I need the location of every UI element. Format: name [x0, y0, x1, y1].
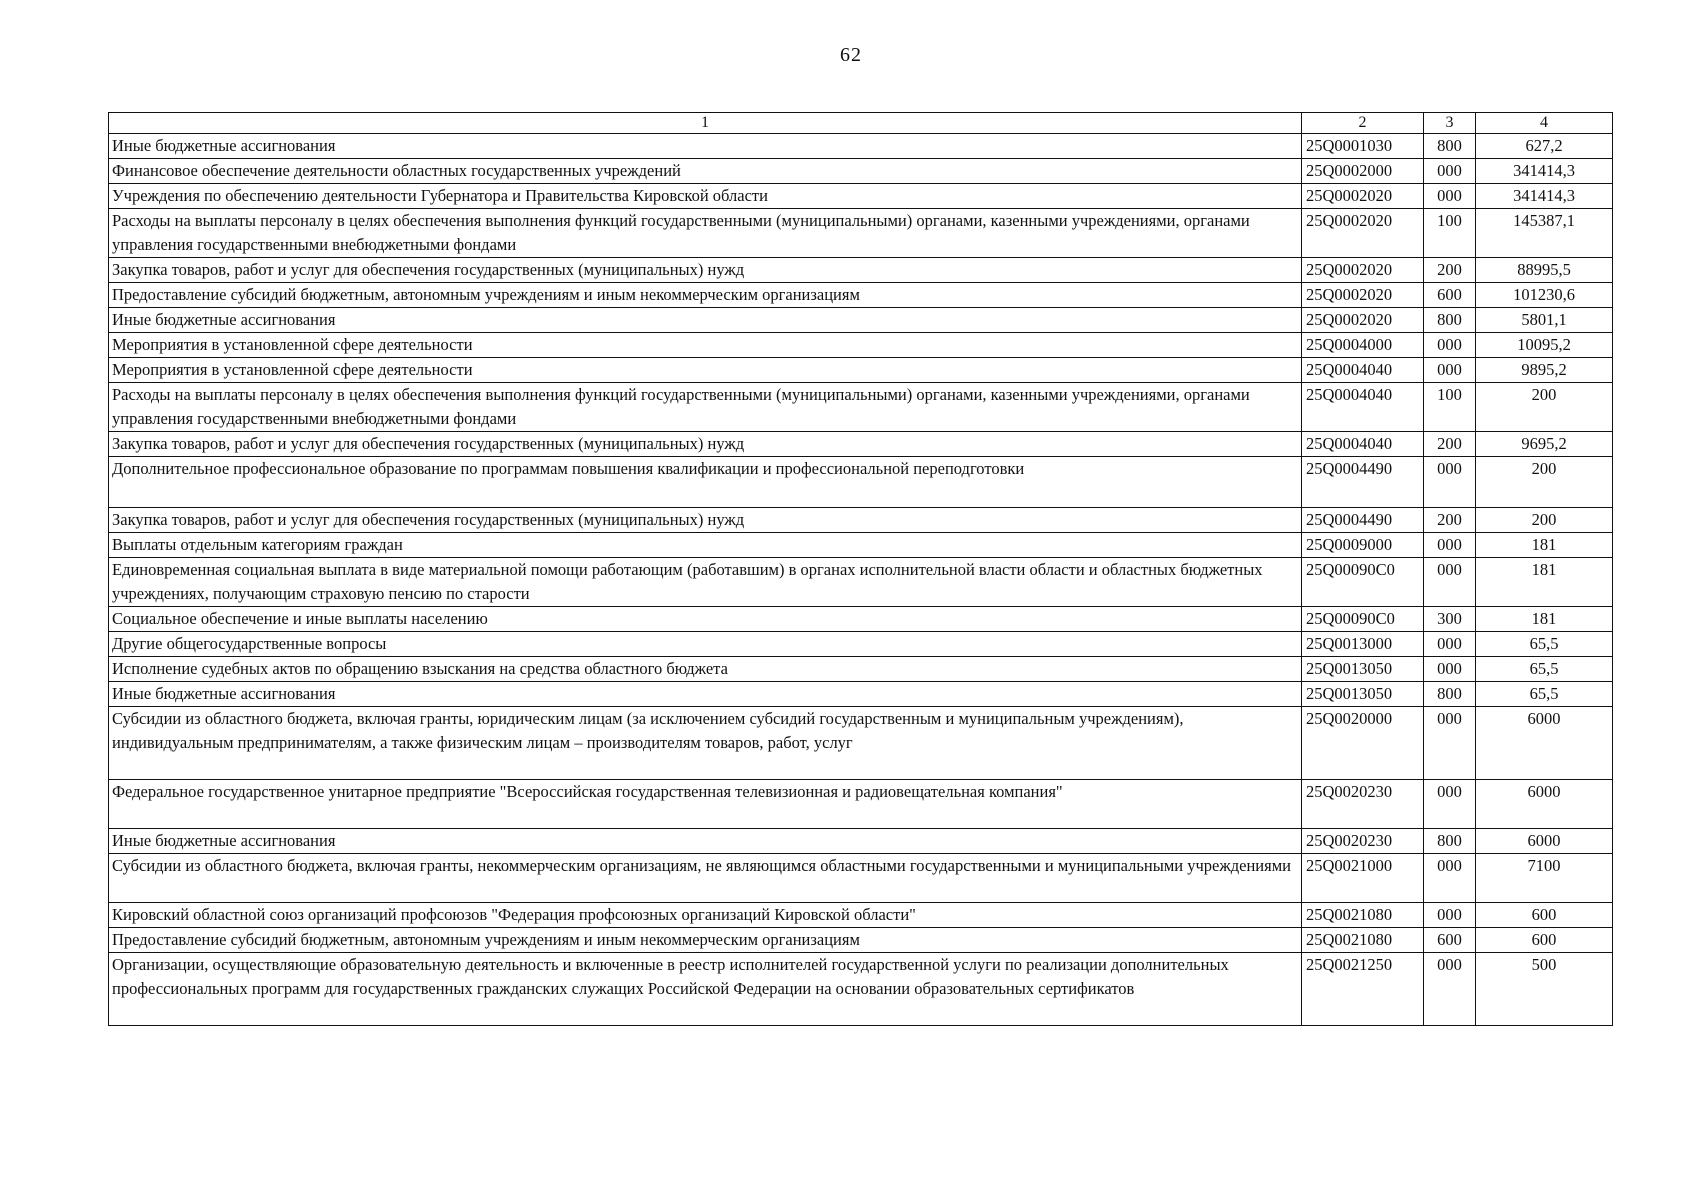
row-type: 800 — [1424, 682, 1476, 707]
budget-table — [108, 112, 1613, 1026]
table-row — [109, 159, 1613, 184]
row-amount: 7100 — [1476, 854, 1613, 903]
row-code: 25Q0021080 — [1302, 928, 1424, 953]
row-code: 25Q0001030 — [1302, 134, 1424, 159]
table-row — [109, 533, 1613, 558]
row-amount: 65,5 — [1476, 657, 1613, 682]
row-amount: 6000 — [1476, 829, 1613, 854]
row-name: Субсидии из областного бюджета, включая гранты, юридическим лицам (за исключением субсидий государственным и муниципальным учреждениям), индивидуальным предпринимателям, а также физическим лицам – производителям товаров, работ, услуг — [109, 707, 1302, 780]
table-row — [109, 333, 1613, 358]
row-name: Кировский областной союз организаций профсоюзов "Федерация профсоюзных организаций Кировской области" — [109, 903, 1302, 928]
row-code: 25Q0002020 — [1302, 258, 1424, 283]
row-name: Организации, осуществляющие образовательную деятельность и включенные в реестр исполнителей государственной услуги по реализации дополнительных профессиональных программ для государственных гражданских служащих Российской Федерации на основании образовательных сертификатов — [109, 953, 1302, 1026]
table-row — [109, 258, 1613, 283]
row-amount: 181 — [1476, 558, 1613, 607]
row-code: 25Q0002000 — [1302, 159, 1424, 184]
table-row — [109, 283, 1613, 308]
table-row — [109, 184, 1613, 209]
table-row — [109, 682, 1613, 707]
row-type: 600 — [1424, 283, 1476, 308]
row-code: 25Q0021000 — [1302, 854, 1424, 903]
table-row — [109, 632, 1613, 657]
row-code: 25Q0002020 — [1302, 308, 1424, 333]
row-name: Предоставление субсидий бюджетным, автономным учреждениям и иным некоммерческим организациям — [109, 928, 1302, 953]
row-type: 000 — [1424, 953, 1476, 1026]
table-row — [109, 457, 1613, 508]
row-type: 000 — [1424, 358, 1476, 383]
row-code: 25Q00090C0 — [1302, 607, 1424, 632]
row-amount: 627,2 — [1476, 134, 1613, 159]
row-type: 000 — [1424, 457, 1476, 508]
row-name: Иные бюджетные ассигнования — [109, 682, 1302, 707]
row-type: 100 — [1424, 209, 1476, 258]
row-type: 600 — [1424, 928, 1476, 953]
row-name: Закупка товаров, работ и услуг для обеспечения государственных (муниципальных) нужд — [109, 258, 1302, 283]
table-row — [109, 558, 1613, 607]
table-row — [109, 607, 1613, 632]
row-code: 25Q0020000 — [1302, 707, 1424, 780]
row-amount: 9895,2 — [1476, 358, 1613, 383]
row-code: 25Q0004490 — [1302, 457, 1424, 508]
table-row — [109, 829, 1613, 854]
row-code: 25Q0004000 — [1302, 333, 1424, 358]
row-amount: 9695,2 — [1476, 432, 1613, 457]
row-code: 25Q0004040 — [1302, 358, 1424, 383]
row-code: 25Q0002020 — [1302, 184, 1424, 209]
row-type: 000 — [1424, 632, 1476, 657]
row-name: Иные бюджетные ассигнования — [109, 134, 1302, 159]
row-code: 25Q0013050 — [1302, 682, 1424, 707]
row-amount: 65,5 — [1476, 632, 1613, 657]
table-row — [109, 953, 1613, 1026]
table-row — [109, 508, 1613, 533]
table-row — [109, 358, 1613, 383]
row-amount: 500 — [1476, 953, 1613, 1026]
row-name: Закупка товаров, работ и услуг для обеспечения государственных (муниципальных) нужд — [109, 432, 1302, 457]
row-name: Расходы на выплаты персоналу в целях обеспечения выполнения функций государственными (муниципальными) органами, казенными учреждениями, органами управления государственными внебюджетными фондами — [109, 209, 1302, 258]
row-code: 25Q0002020 — [1302, 283, 1424, 308]
row-code: 25Q0002020 — [1302, 209, 1424, 258]
table-row — [109, 308, 1613, 333]
table-row — [109, 432, 1613, 457]
page-number: 62 — [840, 44, 862, 66]
row-amount: 65,5 — [1476, 682, 1613, 707]
row-name: Единовременная социальная выплата в виде материальной помощи работающим (работавшим) в органах исполнительной власти области и областных бюджетных учреждениях, получающим страховую пенсию по старости — [109, 558, 1302, 607]
row-name: Расходы на выплаты персоналу в целях обеспечения выполнения функций государственными (муниципальными) органами, казенными учреждениями, органами управления государственными внебюджетными фондами — [109, 383, 1302, 432]
row-name: Другие общегосударственные вопросы — [109, 632, 1302, 657]
table-row — [109, 209, 1613, 258]
row-type: 000 — [1424, 707, 1476, 780]
table-row — [109, 657, 1613, 682]
row-code: 25Q0004040 — [1302, 383, 1424, 432]
row-name: Исполнение судебных актов по обращению взыскания на средства областного бюджета — [109, 657, 1302, 682]
row-amount: 10095,2 — [1476, 333, 1613, 358]
row-amount: 600 — [1476, 928, 1613, 953]
row-type: 000 — [1424, 657, 1476, 682]
row-code: 25Q0021250 — [1302, 953, 1424, 1026]
table-row — [109, 854, 1613, 903]
row-code: 25Q0013050 — [1302, 657, 1424, 682]
row-name: Выплаты отдельным категориям граждан — [109, 533, 1302, 558]
row-type: 200 — [1424, 258, 1476, 283]
row-type: 000 — [1424, 903, 1476, 928]
row-code: 25Q0013000 — [1302, 632, 1424, 657]
column-header-3: 3 — [1424, 113, 1476, 134]
row-amount: 200 — [1476, 383, 1613, 432]
row-name: Иные бюджетные ассигнования — [109, 829, 1302, 854]
row-code: 25Q0020230 — [1302, 829, 1424, 854]
row-name: Дополнительное профессиональное образование по программам повышения квалификации и профессиональной переподготовки — [109, 457, 1302, 508]
row-code: 25Q0009000 — [1302, 533, 1424, 558]
row-name: Федеральное государственное унитарное предприятие "Всероссийская государственная телевизионная и радиовещательная компания" — [109, 780, 1302, 829]
row-type: 000 — [1424, 333, 1476, 358]
row-amount: 6000 — [1476, 707, 1613, 780]
row-type: 000 — [1424, 533, 1476, 558]
row-amount: 341414,3 — [1476, 159, 1613, 184]
column-header-2: 2 — [1302, 113, 1424, 134]
row-type: 000 — [1424, 558, 1476, 607]
row-amount: 181 — [1476, 607, 1613, 632]
row-amount: 181 — [1476, 533, 1613, 558]
row-name: Предоставление субсидий бюджетным, автономным учреждениям и иным некоммерческим организациям — [109, 283, 1302, 308]
table-body — [109, 134, 1613, 1026]
table-row — [109, 707, 1613, 780]
row-type: 200 — [1424, 508, 1476, 533]
row-type: 800 — [1424, 829, 1476, 854]
table-row — [109, 134, 1613, 159]
row-name: Мероприятия в установленной сфере деятельности — [109, 358, 1302, 383]
row-code: 25Q0021080 — [1302, 903, 1424, 928]
row-type: 800 — [1424, 308, 1476, 333]
row-name: Финансовое обеспечение деятельности областных государственных учреждений — [109, 159, 1302, 184]
row-amount: 6000 — [1476, 780, 1613, 829]
column-header-1: 1 — [109, 113, 1302, 134]
row-name: Субсидии из областного бюджета, включая гранты, некоммерческим организациям, не являющимся областными государственными и муниципальными учреждениями — [109, 854, 1302, 903]
table-row — [109, 928, 1613, 953]
row-amount: 600 — [1476, 903, 1613, 928]
table-row — [109, 780, 1613, 829]
row-name: Социальное обеспечение и иные выплаты населению — [109, 607, 1302, 632]
row-amount: 200 — [1476, 508, 1613, 533]
row-code: 25Q0020230 — [1302, 780, 1424, 829]
row-amount: 5801,1 — [1476, 308, 1613, 333]
row-type: 000 — [1424, 780, 1476, 829]
row-name: Мероприятия в установленной сфере деятельности — [109, 333, 1302, 358]
row-type: 000 — [1424, 184, 1476, 209]
column-header-4: 4 — [1476, 113, 1613, 134]
row-type: 200 — [1424, 432, 1476, 457]
row-amount: 145387,1 — [1476, 209, 1613, 258]
row-name: Учреждения по обеспечению деятельности Губернатора и Правительства Кировской области — [109, 184, 1302, 209]
row-type: 000 — [1424, 159, 1476, 184]
table-header-row — [109, 113, 1613, 134]
row-amount: 88995,5 — [1476, 258, 1613, 283]
row-type: 800 — [1424, 134, 1476, 159]
row-amount: 341414,3 — [1476, 184, 1613, 209]
row-type: 000 — [1424, 854, 1476, 903]
row-code: 25Q0004490 — [1302, 508, 1424, 533]
row-type: 300 — [1424, 607, 1476, 632]
row-code: 25Q00090C0 — [1302, 558, 1424, 607]
table-row — [109, 383, 1613, 432]
row-code: 25Q0004040 — [1302, 432, 1424, 457]
row-type: 100 — [1424, 383, 1476, 432]
row-name: Закупка товаров, работ и услуг для обеспечения государственных (муниципальных) нужд — [109, 508, 1302, 533]
row-amount: 200 — [1476, 457, 1613, 508]
row-amount: 101230,6 — [1476, 283, 1613, 308]
table-row — [109, 903, 1613, 928]
row-name: Иные бюджетные ассигнования — [109, 308, 1302, 333]
